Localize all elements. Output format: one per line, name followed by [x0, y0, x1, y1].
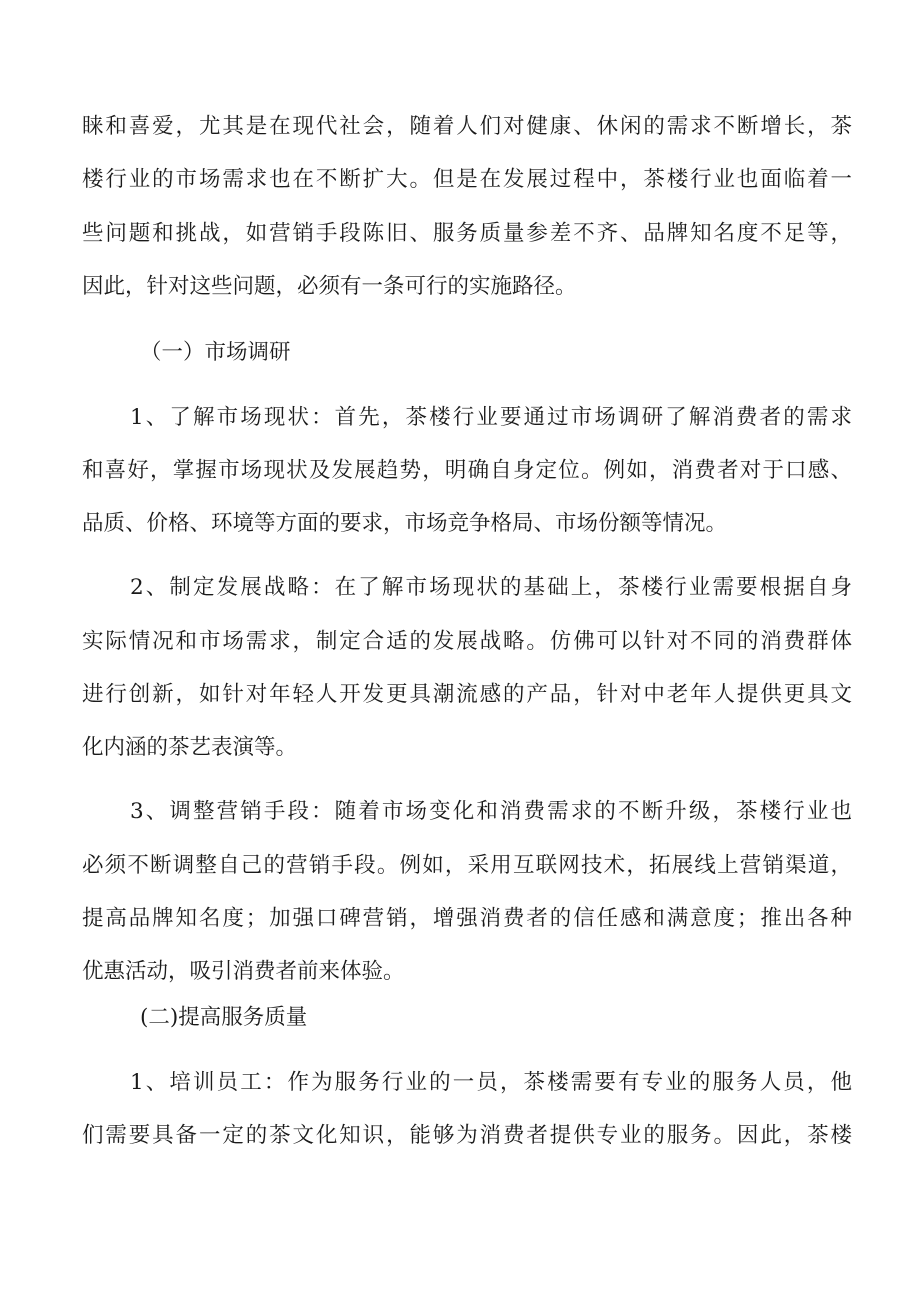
paragraph-line: 进行创新，如针对年轻人开发更具潮流感的产品，针对中老年人提供更具文 — [82, 682, 852, 707]
section-heading-service-quality: (二)提高服务质量 — [140, 1005, 308, 1030]
section-heading-market-research: （一）市场调研 — [140, 340, 291, 365]
paragraph-line: 品质、价格、环境等方面的要求，市场竞争格局、市场份额等情况。 — [82, 511, 728, 536]
paragraph-line: 2、制定发展战略：在了解市场现状的基础上，茶楼行业需要根据自身 — [130, 575, 852, 600]
paragraph-line: 实际情况和市场需求，制定合适的发展战略。仿佛可以针对不同的消费群体 — [82, 629, 852, 654]
paragraph-line: 1、培训员工：作为服务行业的一员，茶楼需要有专业的服务人员，他 — [130, 1070, 852, 1095]
intro-line: 些问题和挑战，如营销手段陈旧、服务质量参差不齐、品牌知名度不足等， — [82, 221, 852, 246]
intro-line: 睐和喜爱，尤其是在现代社会，随着人们对健康、休闲的需求不断增长，茶 — [82, 114, 852, 139]
intro-line: 楼行业的市场需求也在不断扩大。但是在发展过程中，茶楼行业也面临着一 — [82, 167, 852, 192]
paragraph-line: 优惠活动，吸引消费者前来体验。 — [82, 959, 405, 984]
paragraph-line: 3、调整营销手段：随着市场变化和消费需求的不断升级，茶楼行业也 — [130, 799, 852, 824]
paragraph-line: 们需要具备一定的茶文化知识，能够为消费者提供专业的服务。因此，茶楼 — [82, 1123, 852, 1148]
paragraph-line: 1、了解市场现状：首先，茶楼行业要通过市场调研了解消费者的需求 — [130, 405, 852, 430]
paragraph-line: 和喜好，掌握市场现状及发展趋势，明确自身定位。例如，消费者对于口感、 — [82, 458, 852, 483]
intro-line: 因此，针对这些问题，必须有一条可行的实施路径。 — [82, 274, 577, 299]
paragraph-line: 化内涵的茶艺表演等。 — [82, 735, 298, 760]
paragraph-line: 提高品牌知名度；加强口碑营销，增强消费者的信任感和满意度；推出各种 — [82, 906, 852, 931]
paragraph-line: 必须不断调整自己的营销手段。例如，采用互联网技术，拓展线上营销渠道， — [82, 853, 852, 878]
